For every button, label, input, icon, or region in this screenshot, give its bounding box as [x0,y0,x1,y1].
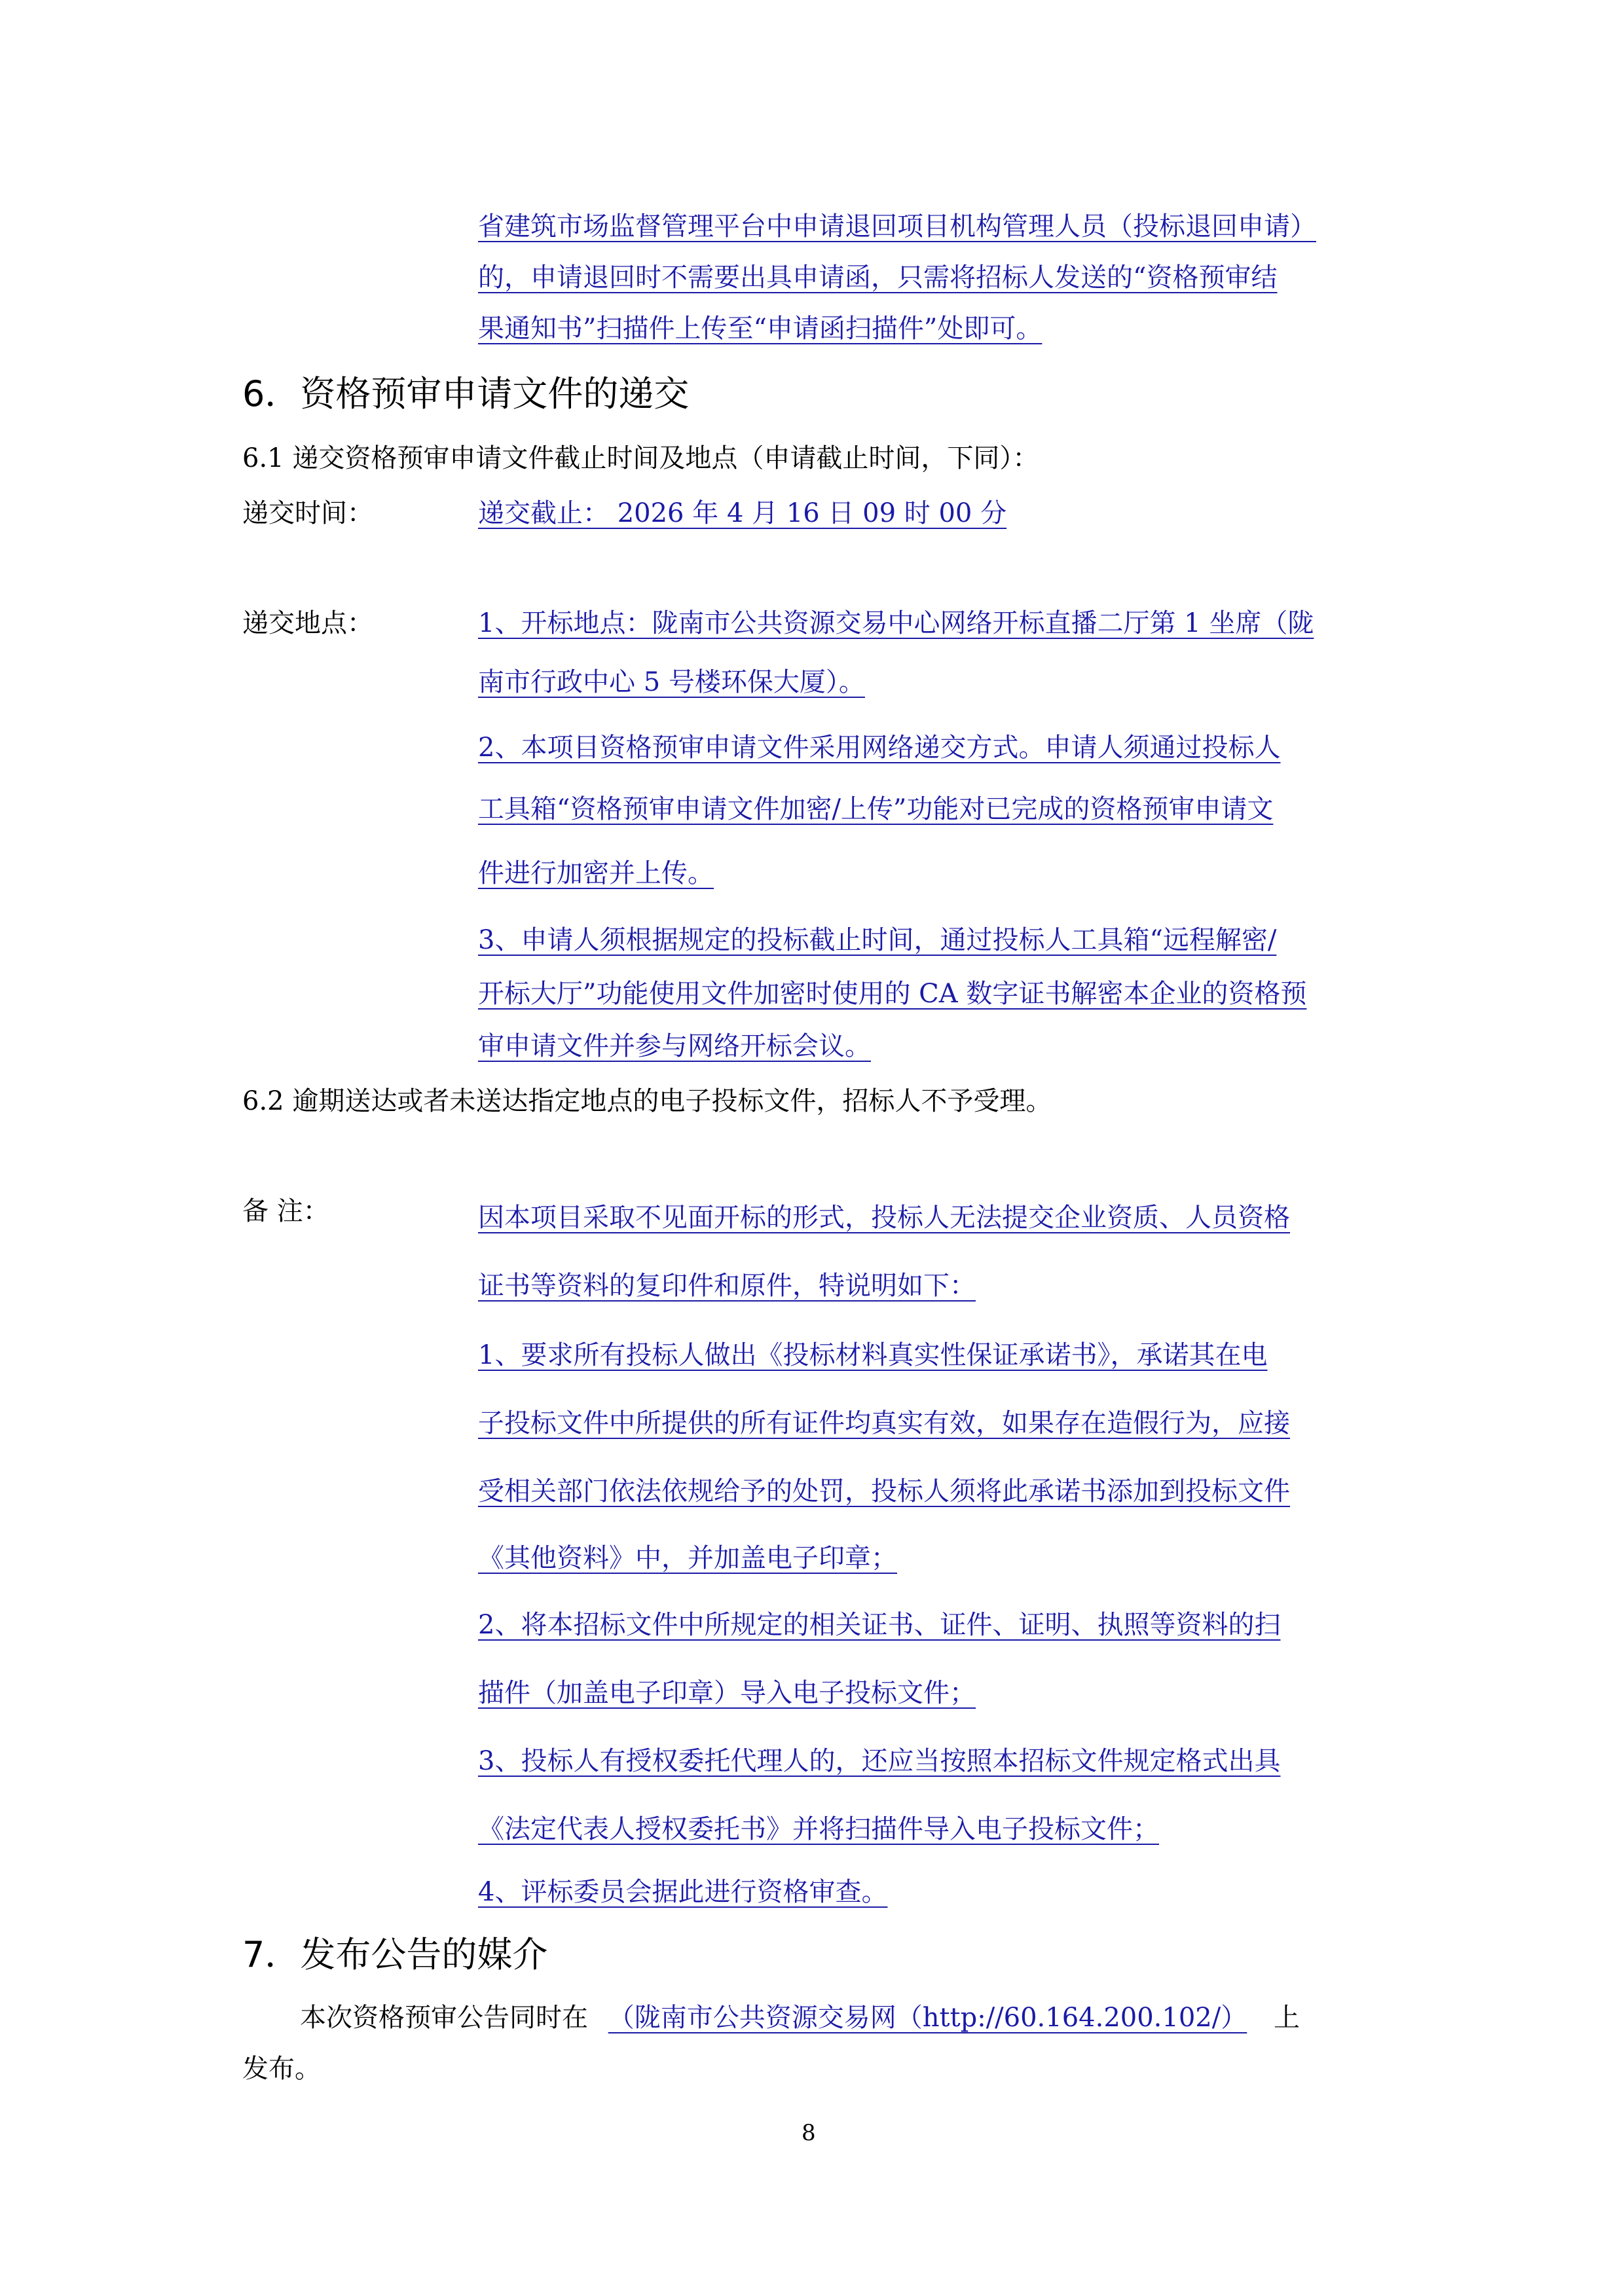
remark-line-11: 4、评标委员会据此进行资格审查。 [478,1877,888,1907]
section-7-line-1-prefix: 本次资格预审公告同时在 [300,2003,588,2033]
remark-line-2: 证书等资料的复印件和原件，特说明如下： [478,1271,976,1301]
place-line-6: 3、申请人须根据规定的投标截止时间，通过投标人工具箱“远程解密/ [478,925,1277,955]
continuation-line-2: 的，申请退回时不需要出具申请函，只需将招标人发送的“资格预审结 [478,263,1278,293]
remark-line-3: 1、要求所有投标人做出《投标材料真实性保证承诺书》，承诺其在电 [478,1340,1268,1370]
continuation-line-1: 省建筑市场监督管理平台中申请退回项目机构管理人员（投标退回申请） [478,211,1316,242]
place-line-4: 工具箱“资格预审申请文件加密/上传”功能对已完成的资格预审申请文 [478,794,1274,824]
section-7-line-1 [300,2002,1300,2033]
remark-label: 备 注： [242,1196,329,1226]
remark-line-4: 子投标文件中所提供的所有证件均真实有效，如果存在造假行为，应接 [478,1408,1290,1438]
section-7-line-1-suffix: 上 [1273,2003,1300,2033]
remark-line-7: 2、将本招标文件中所规定的相关证书、证件、证明、执照等资料的扫 [478,1610,1281,1640]
place-line-7: 开标大厅”功能使用文件加密时使用的 CA 数字证书解密本企业的资格预 [478,979,1307,1009]
submission-time-value: 递交截止： 2026 年 4 月 16 日 09 时 00 分 [478,498,1007,528]
section-7-heading: 7．发布公告的媒介 [242,1934,548,1975]
place-line-3: 2、本项目资格预审申请文件采用网络递交方式。申请人须通过投标人 [478,733,1281,763]
remark-line-6: 《其他资料》中，并加盖电子印章； [478,1543,897,1573]
page-number: 8 [802,2120,816,2146]
submission-time-label: 递交时间： [242,498,373,528]
section-7-line-2: 发布。 [242,2054,321,2084]
trading-website-link[interactable]: （陇南市公共资源交易网（http://60.164.200.102/） [608,2003,1247,2033]
place-line-2: 南市行政中心 5 号楼环保大厦）。 [478,667,865,697]
remark-line-1: 因本项目采取不见面开标的形式，投标人无法提交企业资质、人员资格 [478,1203,1290,1233]
place-line-1: 1、开标地点：陇南市公共资源交易中心网络开标直播二厅第 1 坐席（陇 [478,608,1314,638]
item-6-1: 6.1 递交资格预审申请文件截止时间及地点（申请截止时间，下同）： [242,443,1039,473]
item-6-2: 6.2 逾期送达或者未送达指定地点的电子投标文件，招标人不予受理。 [242,1086,1052,1116]
remark-line-10: 《法定代表人授权委托书》并将扫描件导入电子投标文件； [478,1814,1159,1844]
remark-line-8: 描件（加盖电子印章）导入电子投标文件； [478,1678,976,1708]
remark-line-5: 受相关部门依法依规给予的处罚，投标人须将此承诺书添加到投标文件 [478,1476,1290,1506]
place-line-5: 件进行加密并上传。 [478,858,714,888]
place-line-8: 审申请文件并参与网络开标会议。 [478,1031,871,1061]
section-6-heading: 6．资格预审申请文件的递交 [242,373,690,414]
continuation-line-3: 果通知书”扫描件上传至“申请函扫描件”处即可。 [478,314,1043,344]
submission-place-label: 递交地点： [242,608,373,638]
remark-line-9: 3、投标人有授权委托代理人的，还应当按照本招标文件规定格式出具 [478,1746,1281,1776]
